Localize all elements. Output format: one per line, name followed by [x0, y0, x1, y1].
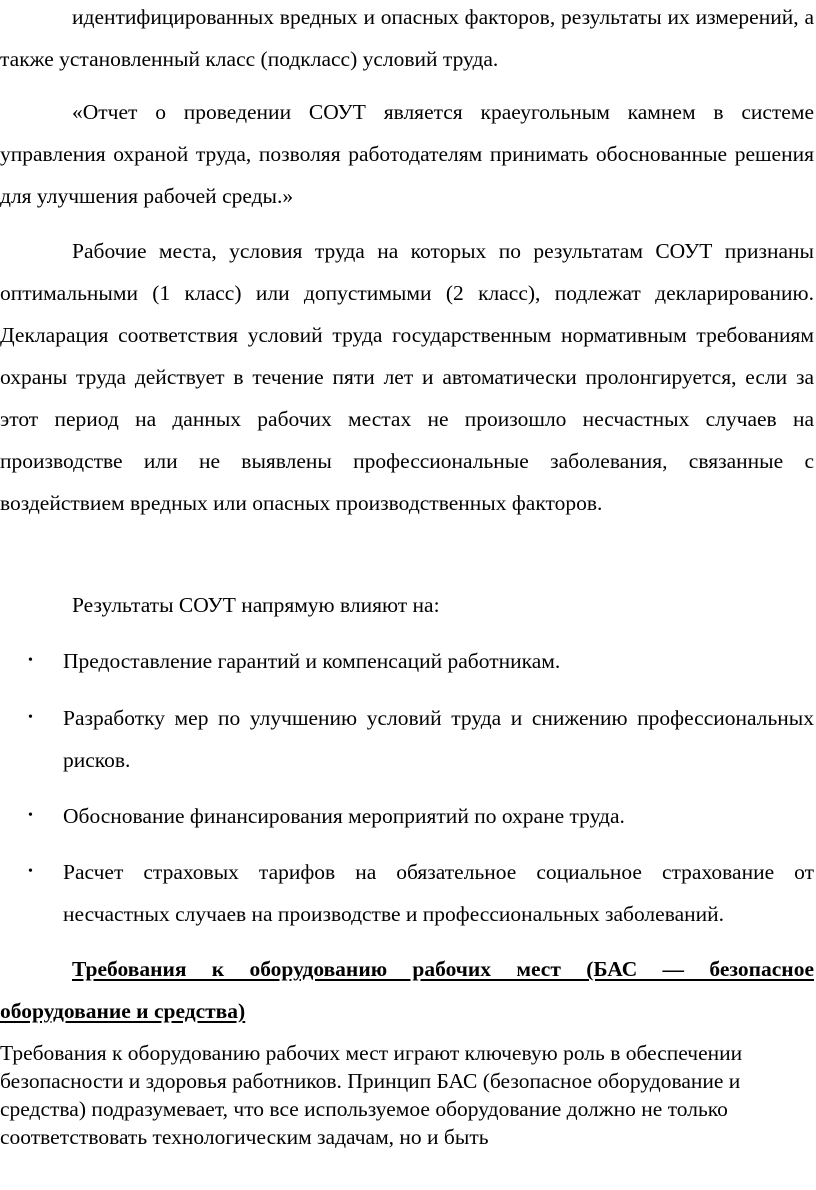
paragraph-results-intro: Результаты СОУТ напрямую влияют на: [72, 593, 440, 617]
bullet-icon: • [28, 710, 33, 725]
list-item [0, 697, 814, 781]
paragraph-equipment-requirements: Требования к оборудованию рабочих мест играют ключевую роль в обеспечении безопасности и здоровья работников. Принцип БАС (безопасное оборудование и средства) подразумевает, что все используемое оборудование должно не только соответствовать технологическим задачам, но и быть [0, 1041, 743, 1149]
list-item [0, 851, 814, 935]
paragraph-quote: «Отчет о проведении СОУТ является краеугольным камнем в системе управления охраной труда, позволяя работодателям принимать обоснованные решения для улучшения рабочей среды.» [0, 100, 814, 208]
list-item-text: Расчет страховых тарифов на обязательное социальное страхование от несчастных случаев на производстве и профессиональных заболеваний. [63, 860, 814, 926]
section-heading-line2: оборудование и средства) [0, 999, 246, 1023]
paragraph-declaration: Рабочие места, условия труда на которых по результатам СОУТ признаны оптимальными (1 класс) или допустимыми (2 класс), подлежат декларированию. Декларация соответствия условий труда государственным нормативным требованиям охраны труда действует в течение пяти лет и автоматически пролонгируется, если за этот период на данных рабочих местах не произошло несчастных случаев на производстве или не выявлены профессиональные заболевания, связанные с воздействием вредных или опасных производственных факторов. [0, 239, 814, 515]
list-item-text: Разработку мер по улучшению условий труда и снижению профессиональных рисков. [63, 706, 814, 772]
bullet-icon: • [28, 864, 33, 879]
list-item [0, 640, 814, 682]
list-item-text: Обоснование финансирования мероприятий по охране труда. [63, 804, 625, 828]
paragraph-measurements: идентифицированных вредных и опасных факторов, результаты их измерений, а также установленный класс (подкласс) условий труда. [0, 5, 814, 71]
bullet-icon: • [28, 653, 33, 668]
section-heading [0, 948, 814, 1032]
bullet-icon: • [28, 808, 33, 823]
list-item [0, 795, 814, 837]
section-heading-line1: Требования к оборудованию рабочих мест (БАС — безопасное [72, 957, 814, 981]
list-item-text: Предоставление гарантий и компенсаций работникам. [63, 649, 561, 673]
